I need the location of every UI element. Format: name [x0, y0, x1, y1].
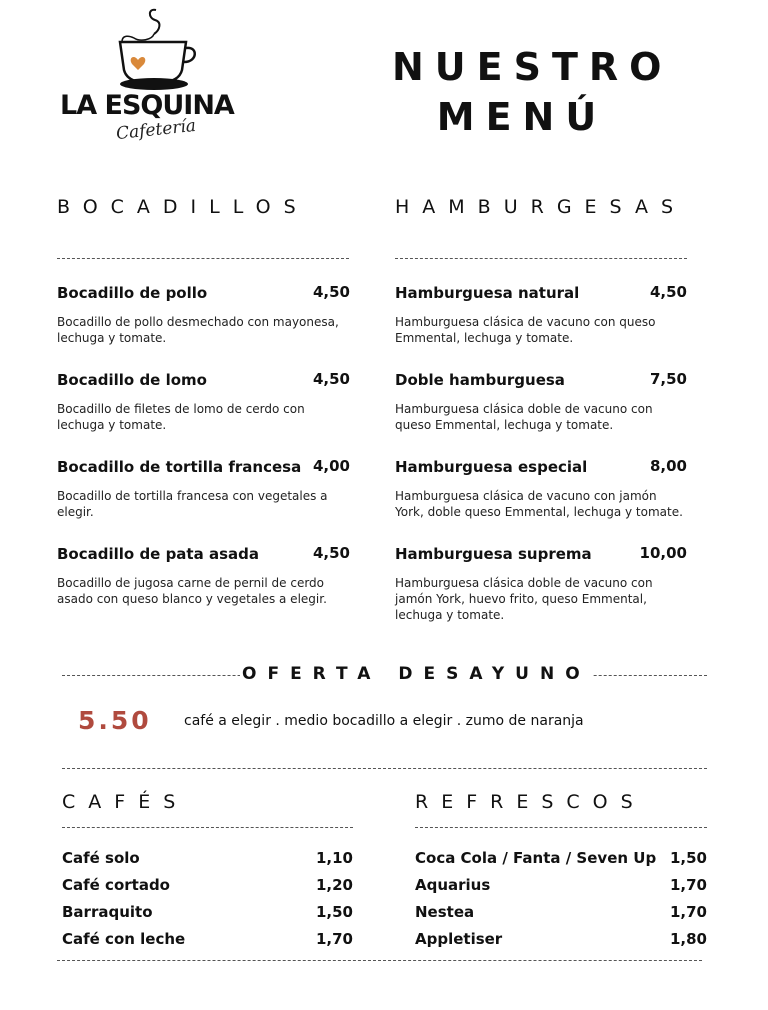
divider [62, 827, 353, 828]
section-heading-oferta: OFERTA DESAYUNO [242, 664, 591, 684]
menu-item [395, 283, 687, 346]
brand-name: LA ESQUINA [60, 90, 234, 121]
menu-item [57, 544, 350, 607]
refresco-name: Aquarius [415, 876, 491, 894]
item-description: Bocadillo de filetes de lomo de cerdo con lechuga y tomate. [57, 402, 305, 432]
item-description: Bocadillo de jugosa carne de pernil de cerdo asado con queso blanco y vegetales a elegir. [57, 576, 327, 606]
refresco-price: 1,80 [669, 930, 707, 948]
item-price: 4,50 [312, 283, 350, 301]
menu-item [57, 283, 350, 346]
divider [62, 768, 707, 769]
menu-item [57, 370, 350, 433]
title-line-2: MENÚ [436, 95, 608, 139]
section-heading-cafes: CAFÉS [62, 791, 189, 813]
item-name: Bocadillo de pata asada [57, 545, 259, 563]
item-price: 8,00 [649, 457, 687, 475]
section-heading-bocadillos: BOCADILLOS [57, 196, 309, 218]
item-price: 10,00 [639, 544, 687, 562]
item-price: 4,50 [312, 544, 350, 562]
item-description: Bocadillo de pollo desmechado con mayonesa, lechuga y tomate. [57, 315, 339, 345]
cafe-name: Café con leche [62, 930, 186, 948]
cafe-name: Café solo [62, 849, 140, 867]
item-name: Hamburguesa especial [395, 458, 588, 476]
brand-tagline: Cafetería [115, 115, 197, 145]
cafe-price: 1,50 [315, 903, 353, 921]
item-name: Hamburguesa suprema [395, 545, 592, 563]
refresco-price: 1,70 [669, 876, 707, 894]
item-description: Hamburguesa clásica doble de vacuno con queso Emmental, lechuga y tomate. [395, 402, 653, 432]
item-description: Bocadillo de tortilla francesa con vegetales a elegir. [57, 489, 328, 519]
item-description: Hamburguesa clásica de vacuno con jamón York, doble queso Emmental, lechuga y tomate. [395, 489, 683, 519]
divider [57, 258, 349, 259]
refresco-price: 1,50 [669, 849, 707, 867]
item-name: Bocadillo de tortilla francesa [57, 458, 302, 476]
cafe-price: 1,70 [315, 930, 353, 948]
item-name: Bocadillo de pollo [57, 284, 208, 302]
item-price: 7,50 [649, 370, 687, 388]
refresco-name: Coca Cola / Fanta / Seven Up [415, 849, 657, 867]
item-price: 4,50 [312, 370, 350, 388]
offer-price: 5.50 [78, 706, 152, 735]
item-price: 4,00 [312, 457, 350, 475]
offer-items: café a elegir . medio bocadillo a elegir . zumo de naranja [184, 713, 584, 729]
divider [395, 258, 687, 259]
item-name: Doble hamburguesa [395, 371, 565, 389]
divider [415, 827, 707, 828]
item-name: Bocadillo de lomo [57, 371, 207, 389]
item-price: 4,50 [649, 283, 687, 301]
page-title [392, 42, 673, 142]
cafe-name: Café cortado [62, 876, 170, 894]
menu-item [395, 370, 687, 433]
refresco-name: Nestea [415, 903, 475, 921]
title-line-1: NUESTRO [392, 45, 673, 89]
section-heading-hamburguesas: HAMBURGESAS [395, 196, 687, 218]
logo [58, 4, 258, 154]
divider [57, 960, 702, 961]
refresco-price: 1,70 [669, 903, 707, 921]
item-description: Hamburguesa clásica doble de vacuno con jamón York, huevo frito, queso Emmental, lechuga y tomate. [395, 576, 653, 622]
section-heading-refrescos: REFRESCOS [415, 791, 646, 813]
item-name: Hamburguesa natural [395, 284, 580, 302]
item-description: Hamburguesa clásica de vacuno con queso Emmental, lechuga y tomate. [395, 315, 656, 345]
cafe-price: 1,20 [315, 876, 353, 894]
menu-item [395, 457, 687, 520]
menu-item [57, 457, 350, 520]
menu-item [395, 544, 687, 623]
cafe-price: 1,10 [315, 849, 353, 867]
cafe-name: Barraquito [62, 903, 153, 921]
refresco-name: Appletiser [415, 930, 503, 948]
coffee-cup-icon [108, 4, 208, 94]
